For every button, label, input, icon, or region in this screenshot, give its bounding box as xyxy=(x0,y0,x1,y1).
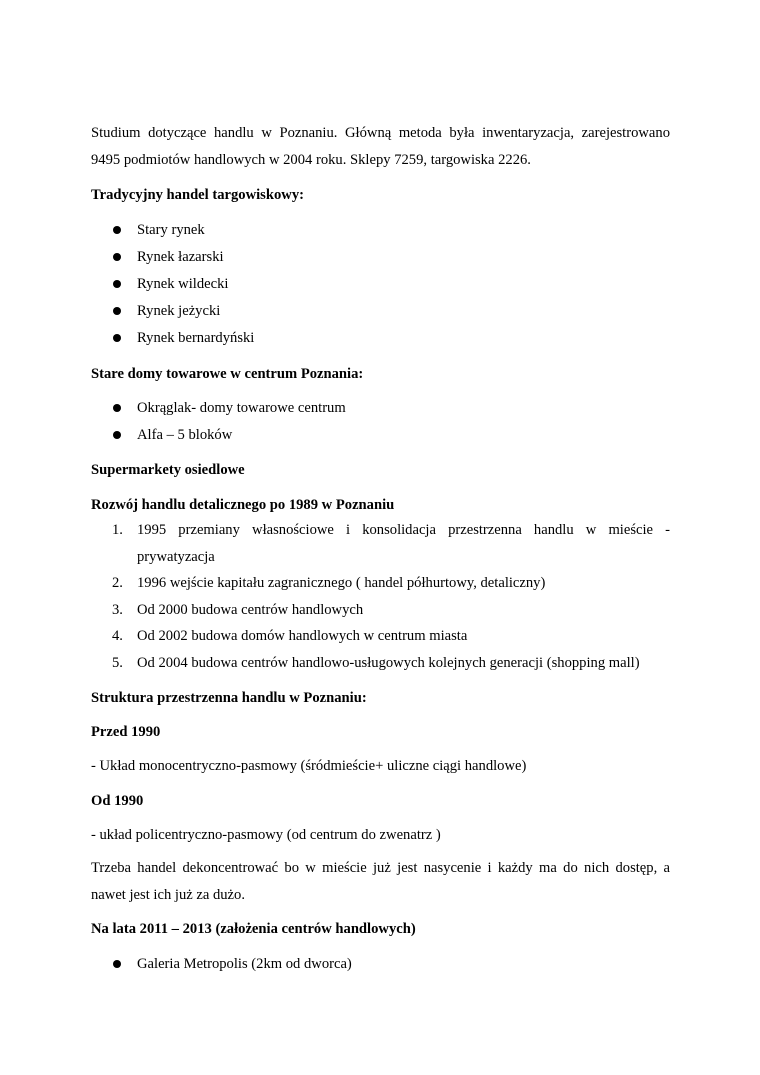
list-number: 5. xyxy=(112,655,123,671)
market-item: Rynek wildecki xyxy=(137,276,229,292)
department-heading: Stare domy towarowe w centrum Poznania: xyxy=(91,366,364,382)
bullet-icon xyxy=(113,334,121,342)
list-number: 2. xyxy=(112,575,123,591)
bullet-icon xyxy=(113,307,121,315)
development-item-line: Od 2000 budowa centrów handlowych xyxy=(137,602,364,618)
before-text: - Układ monocentryczno-pasmowy (śródmieście+ uliczne ciągi handlowe) xyxy=(91,758,527,774)
list-number: 1. xyxy=(112,522,123,538)
after-text: - układ policentryczno-pasmowy (od centrum do zwenatrz ) xyxy=(91,827,441,843)
paragraph-line-1: Trzeba handel dekoncentrować bo w mieście już jest nasycenie i każdy ma do nich dostęp, a xyxy=(91,860,670,876)
development-item-line: Od 2002 budowa domów handlowych w centrum miasta xyxy=(137,628,468,644)
development-heading: Rozwój handlu detalicznego po 1989 w Poznaniu xyxy=(91,497,395,513)
development-item-line: prywatyzacja xyxy=(137,549,215,565)
intro-line-2: 9495 podmiotów handlowych w 2004 roku. Sklepy 7259, targowiska 2226. xyxy=(91,152,531,168)
department-item: Okrąglak- domy towarowe centrum xyxy=(137,400,346,416)
market-heading: Tradycyjny handel targowiskowy: xyxy=(91,187,304,203)
list-number: 3. xyxy=(112,602,123,618)
paragraph-line-2: nawet jest ich już za dużo. xyxy=(91,887,245,903)
plans-item: Galeria Metropolis (2km od dworca) xyxy=(137,956,352,972)
development-item-line: Od 2004 budowa centrów handlowo-usługowych kolejnych generacji (shopping mall) xyxy=(137,655,640,671)
market-item: Rynek jeżycki xyxy=(137,303,221,319)
development-item-line: 1995 przemiany własnościowe i konsolidacja przestrzenna handlu w mieście - xyxy=(137,522,670,538)
bullet-icon xyxy=(113,404,121,412)
structure-heading: Struktura przestrzenna handlu w Poznaniu: xyxy=(91,690,367,706)
development-item-line: 1996 wejście kapitału zagranicznego ( handel półhurtowy, detaliczny) xyxy=(137,575,546,591)
bullet-icon xyxy=(113,253,121,261)
department-item: Alfa – 5 bloków xyxy=(137,427,233,443)
market-item: Stary rynek xyxy=(137,222,205,238)
bullet-icon xyxy=(113,431,121,439)
market-item: Rynek bernardyński xyxy=(137,330,255,346)
market-item: Rynek łazarski xyxy=(137,249,224,265)
after-heading: Od 1990 xyxy=(91,793,144,809)
before-heading: Przed 1990 xyxy=(91,724,161,740)
bullet-icon xyxy=(113,280,121,288)
plans-heading: Na lata 2011 – 2013 (założenia centrów handlowych) xyxy=(91,921,416,937)
bullet-icon xyxy=(113,226,121,234)
list-number: 4. xyxy=(112,628,123,644)
intro-line-1: Studium dotyczące handlu w Poznaniu. Główną metoda była inwentaryzacja, zarejestrowano xyxy=(91,125,670,141)
supermarkets-heading: Supermarkety osiedlowe xyxy=(91,462,245,478)
bullet-icon xyxy=(113,960,121,968)
